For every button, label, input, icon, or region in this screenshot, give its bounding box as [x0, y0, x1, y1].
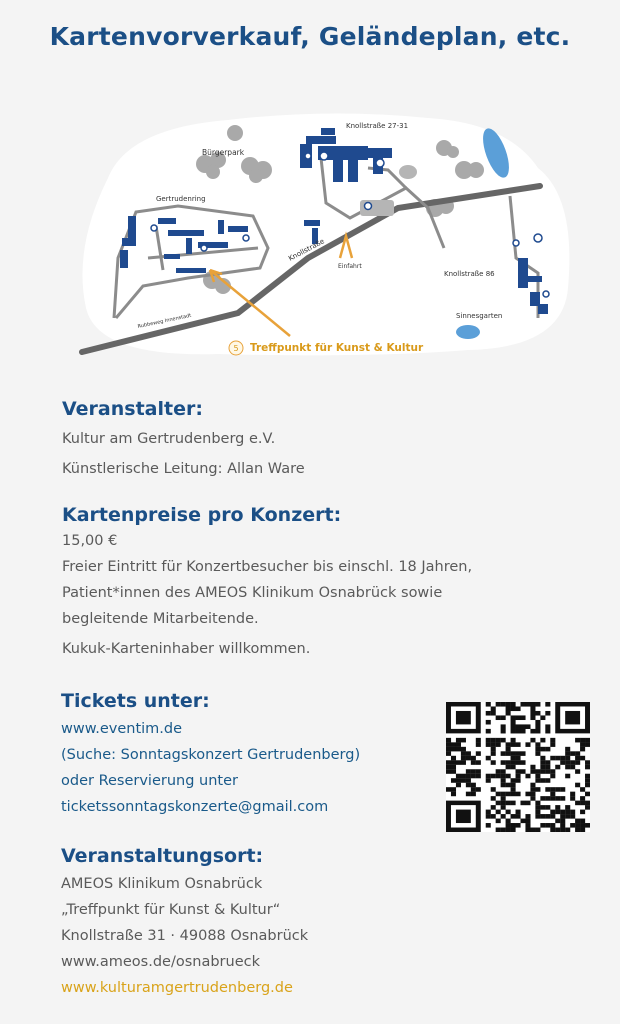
veranstalter-line: Kultur am Gertrudenberg e.V. [62, 431, 276, 447]
ort-line: AMEOS Klinikum Osnabrück [61, 876, 263, 892]
site-map [68, 108, 576, 362]
heading-veranstaltungsort: Veranstaltungsort: [61, 845, 264, 867]
label-knollstrasse-27-31: Knollstraße 27-31 [346, 122, 409, 130]
kartenpreise-line: Patient*innen des AMEOS Klinikum Osnabrück sowie [62, 585, 443, 601]
ort-line: „Treffpunkt für Kunst & Kultur“ [61, 902, 281, 918]
label-gertrudenring: Gertrudenring [156, 195, 206, 203]
price: 15,00 € [62, 533, 118, 549]
label-sinnesgarten: Sinnesgarten [456, 312, 503, 320]
heading-kartenpreise: Kartenpreise pro Konzert: [62, 504, 342, 526]
marker-number: 5 [233, 344, 239, 353]
label-knollstrasse: Knollstraße [287, 237, 326, 263]
heading-tickets: Tickets unter: [61, 690, 210, 712]
veranstalter-line: Künstlerische Leitung: Allan Ware [62, 461, 305, 477]
tickets-email-link[interactable]: ticketssonntagskonzerte@gmail.com [61, 799, 329, 815]
qr-code[interactable] [446, 702, 590, 832]
ameos-link[interactable]: www.ameos.de/osnabrueck [61, 954, 260, 970]
section-kartenpreise [62, 504, 472, 662]
ort-line: Knollstraße 31 · 49088 Osnabrück [61, 928, 309, 944]
section-tickets [61, 690, 360, 820]
label-buergerpark: Bürgerpark [202, 148, 245, 157]
marker-label: Treffpunkt für Kunst & Kultur [250, 342, 424, 354]
kartenpreise-line: begleitende Mitarbeitende. [62, 611, 259, 627]
section-veranstaltungsort [61, 845, 308, 1001]
heading-veranstalter: Veranstalter: [62, 398, 203, 420]
page-title: Kartenvorverkauf, Geländeplan, etc. [49, 22, 571, 51]
section-veranstalter [62, 398, 305, 482]
map-pond-small [456, 325, 480, 339]
label-rubbenweg: Rubbeweg Innenstadt [137, 312, 192, 330]
eventim-link[interactable]: www.eventim.de [61, 721, 183, 737]
kartenpreise-line: Kukuk-Karteninhaber willkommen. [62, 641, 311, 657]
qr-code-graphic [446, 702, 590, 832]
tickets-reservation-text: oder Reservierung unter [61, 773, 238, 789]
kultur-website-link[interactable]: www.kulturamgertrudenberg.de [61, 980, 293, 996]
kartenpreise-line: Freier Eintritt für Konzertbesucher bis einschl. 18 Jahren, [62, 559, 473, 575]
label-einfahrt: Einfahrt [338, 263, 362, 270]
label-knollstrasse-86: Knollstraße 86 [444, 270, 495, 278]
site-map-graphic [68, 108, 576, 362]
tickets-search-hint: (Suche: Sonntagskonzert Gertrudenberg) [61, 747, 361, 763]
